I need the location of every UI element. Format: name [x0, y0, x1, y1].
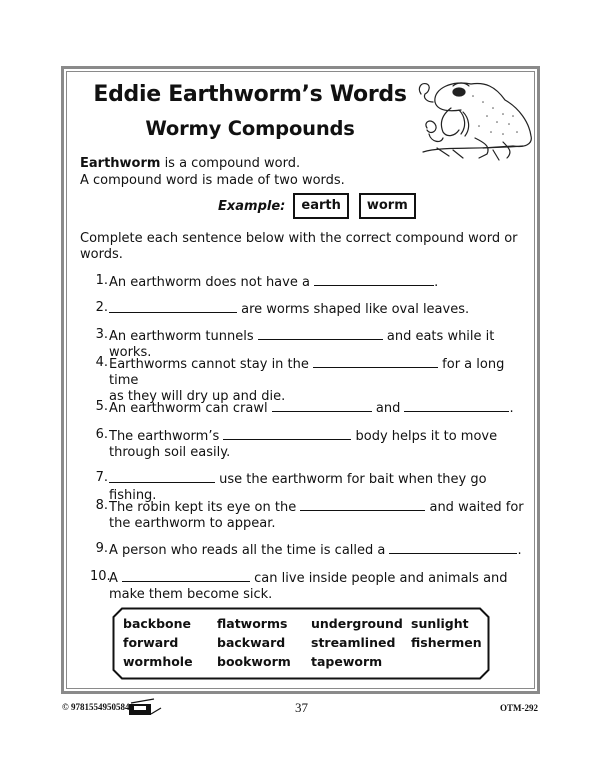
word-bank-word: backward [217, 635, 286, 650]
word-bank-word: flatworms [217, 616, 288, 631]
question-9: 9. A person who reads all the time is called a . [90, 541, 530, 559]
answer-blank[interactable] [404, 399, 509, 412]
word-bank-word: wormhole [123, 654, 193, 669]
question-5: 5. An earthworm can crawl and . [90, 399, 530, 417]
question-number: 9. [95, 541, 108, 556]
page-number: 37 [295, 700, 308, 715]
answer-blank[interactable] [313, 355, 438, 368]
word-bank-word: backbone [123, 616, 192, 631]
example-word-box: earth [293, 193, 348, 219]
intro-text [80, 155, 345, 189]
answer-blank[interactable] [122, 569, 250, 582]
word-bank-word [411, 653, 491, 670]
answer-blank[interactable] [300, 498, 425, 511]
question-number: 8. [95, 498, 108, 513]
question-number: 2. [95, 300, 108, 315]
question-number: 6. [95, 427, 108, 442]
question-10: 10. A can live inside people and animals and make them become sick. [90, 569, 508, 602]
answer-blank[interactable] [223, 427, 351, 440]
photocopier-icon [128, 697, 164, 723]
example-label: Example: [218, 198, 286, 214]
answer-blank[interactable] [314, 273, 434, 286]
intro-line1: is a compound word. [160, 156, 301, 171]
answer-blank[interactable] [389, 541, 517, 554]
word-bank-word: fishermen [411, 635, 482, 650]
question-2: 2. are worms shaped like oval leaves. [90, 300, 530, 318]
word-bank-word: bookworm [217, 654, 291, 669]
question-number: 3. [95, 327, 108, 342]
word-bank [112, 607, 490, 680]
question-number: 1. [95, 273, 108, 288]
answer-blank[interactable] [272, 399, 372, 412]
footer-copyright: © 9781554950584 [62, 702, 130, 712]
question-number: 10. [90, 569, 111, 584]
word-bank-word: streamlined [311, 635, 396, 650]
word-bank-word: underground [311, 616, 403, 631]
instructions: Complete each sentence below with the correct compound word or words. [80, 231, 518, 262]
intro-bold-word: Earthworm [80, 156, 161, 171]
question-7: 7. use the earthworm for bait when they go fishing. [90, 470, 530, 504]
question-number: 4. [95, 355, 108, 370]
example-row [218, 193, 426, 219]
intro-line2: A compound word is made of two words. [80, 173, 345, 188]
toad-illustration-icon [413, 72, 538, 167]
product-code: OTM-292 [500, 703, 538, 713]
word-bank-word: tapeworm [311, 654, 383, 669]
page-subtitle: Wormy Compounds [145, 117, 355, 140]
example-word-box: worm [359, 193, 416, 219]
page-title: Eddie Earthworm’s Words [93, 82, 407, 107]
question-6: 6. The earthworm’s body helps it to move through soil easily. [90, 427, 530, 461]
word-bank-word: sunlight [411, 616, 469, 631]
answer-blank[interactable] [258, 327, 383, 340]
question-8: 8. The robin kept its eye on the and waited for the earthworm to appear. [90, 498, 530, 532]
question-1: 1. An earthworm does not have a . [90, 273, 530, 291]
question-number: 5. [95, 399, 108, 414]
word-bank-word: forward [123, 635, 179, 650]
answer-blank[interactable] [109, 470, 215, 483]
question-number: 7. [95, 470, 108, 485]
answer-blank[interactable] [109, 300, 237, 313]
question-4: 4. Earthworms cannot stay in the for a long time as they will dry up and die. [90, 355, 530, 405]
question-3: 3. An earthworm tunnels and eats while it works. [90, 327, 530, 361]
